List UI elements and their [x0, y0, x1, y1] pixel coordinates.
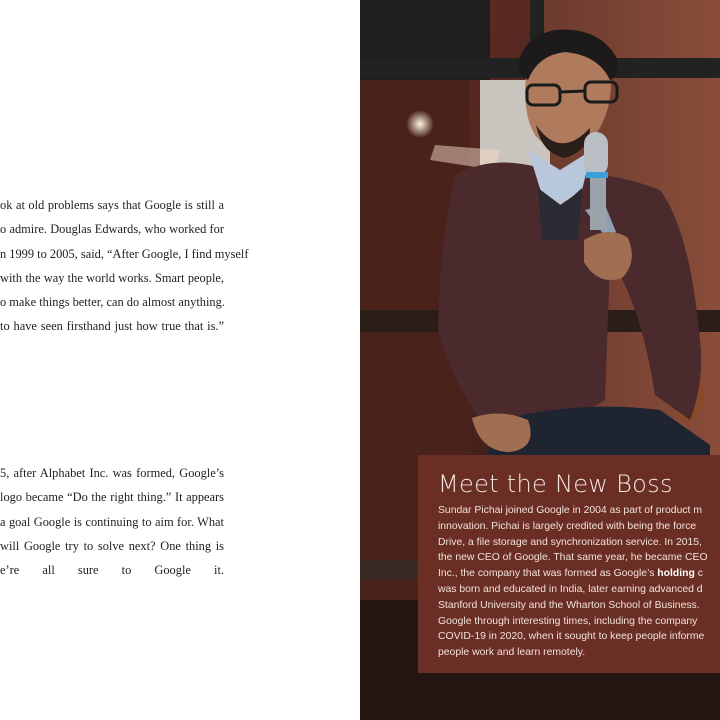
text-line: e’re all sure to Google it. [0, 563, 224, 578]
bold-term: holding [657, 568, 695, 580]
text-line: 5, after Alphabet Inc. was formed, Google’s [0, 466, 224, 480]
text-line: ok at old problems says that Google is still a [0, 198, 224, 212]
sidebar-line: people work and learn remotely. [438, 647, 586, 659]
sidebar-line: COVID-19 in 2020, when it sought to keep people informe [438, 631, 705, 643]
text-line: with the way the world works. Smart people, [0, 270, 224, 285]
sidebar-line: Sundar Pichai joined Google in 2004 as part of product m [438, 505, 702, 516]
sidebar-body [438, 503, 720, 661]
sidebar-line: innovation. Pichai is largely credited with being the force [438, 520, 697, 532]
sidebar-line-tail: c [694, 568, 703, 580]
text-line: to have seen firsthand just how true that is.” [0, 319, 224, 334]
paragraph-alphabet [0, 461, 224, 582]
text-line: o admire. Douglas Edwards, who worked for [0, 222, 224, 237]
text-line: n 1999 to 2005, said, “After Google, I find myself [0, 246, 249, 261]
sidebar-line: the new CEO of Google. That same year, he became CEO [438, 552, 708, 564]
sidebar-line: was born and educated in India, later earning advanced d [438, 583, 703, 595]
sidebar-line: Drive, a file storage and synchronization service. In 2015, [438, 536, 702, 548]
text-line: o make things better, can do almost anything. [0, 295, 225, 310]
text-line: a goal Google is continuing to aim for. What [0, 514, 224, 529]
sidebar-title: Meet the New Boss [438, 470, 673, 498]
text-line: will Google try to solve next? One thing is [0, 538, 224, 553]
sidebar-line-text: Inc., the company that was formed as Google’s [438, 568, 655, 580]
paragraph-douglas-edwards [0, 193, 249, 339]
text-line: logo became “Do the right thing.” It appears [0, 490, 224, 505]
sidebar-line: Stanford University and the Wharton School of Business. [438, 599, 700, 611]
sidebar-line: Google through interesting times, including the company [438, 615, 698, 627]
sidebar-line [438, 566, 720, 582]
